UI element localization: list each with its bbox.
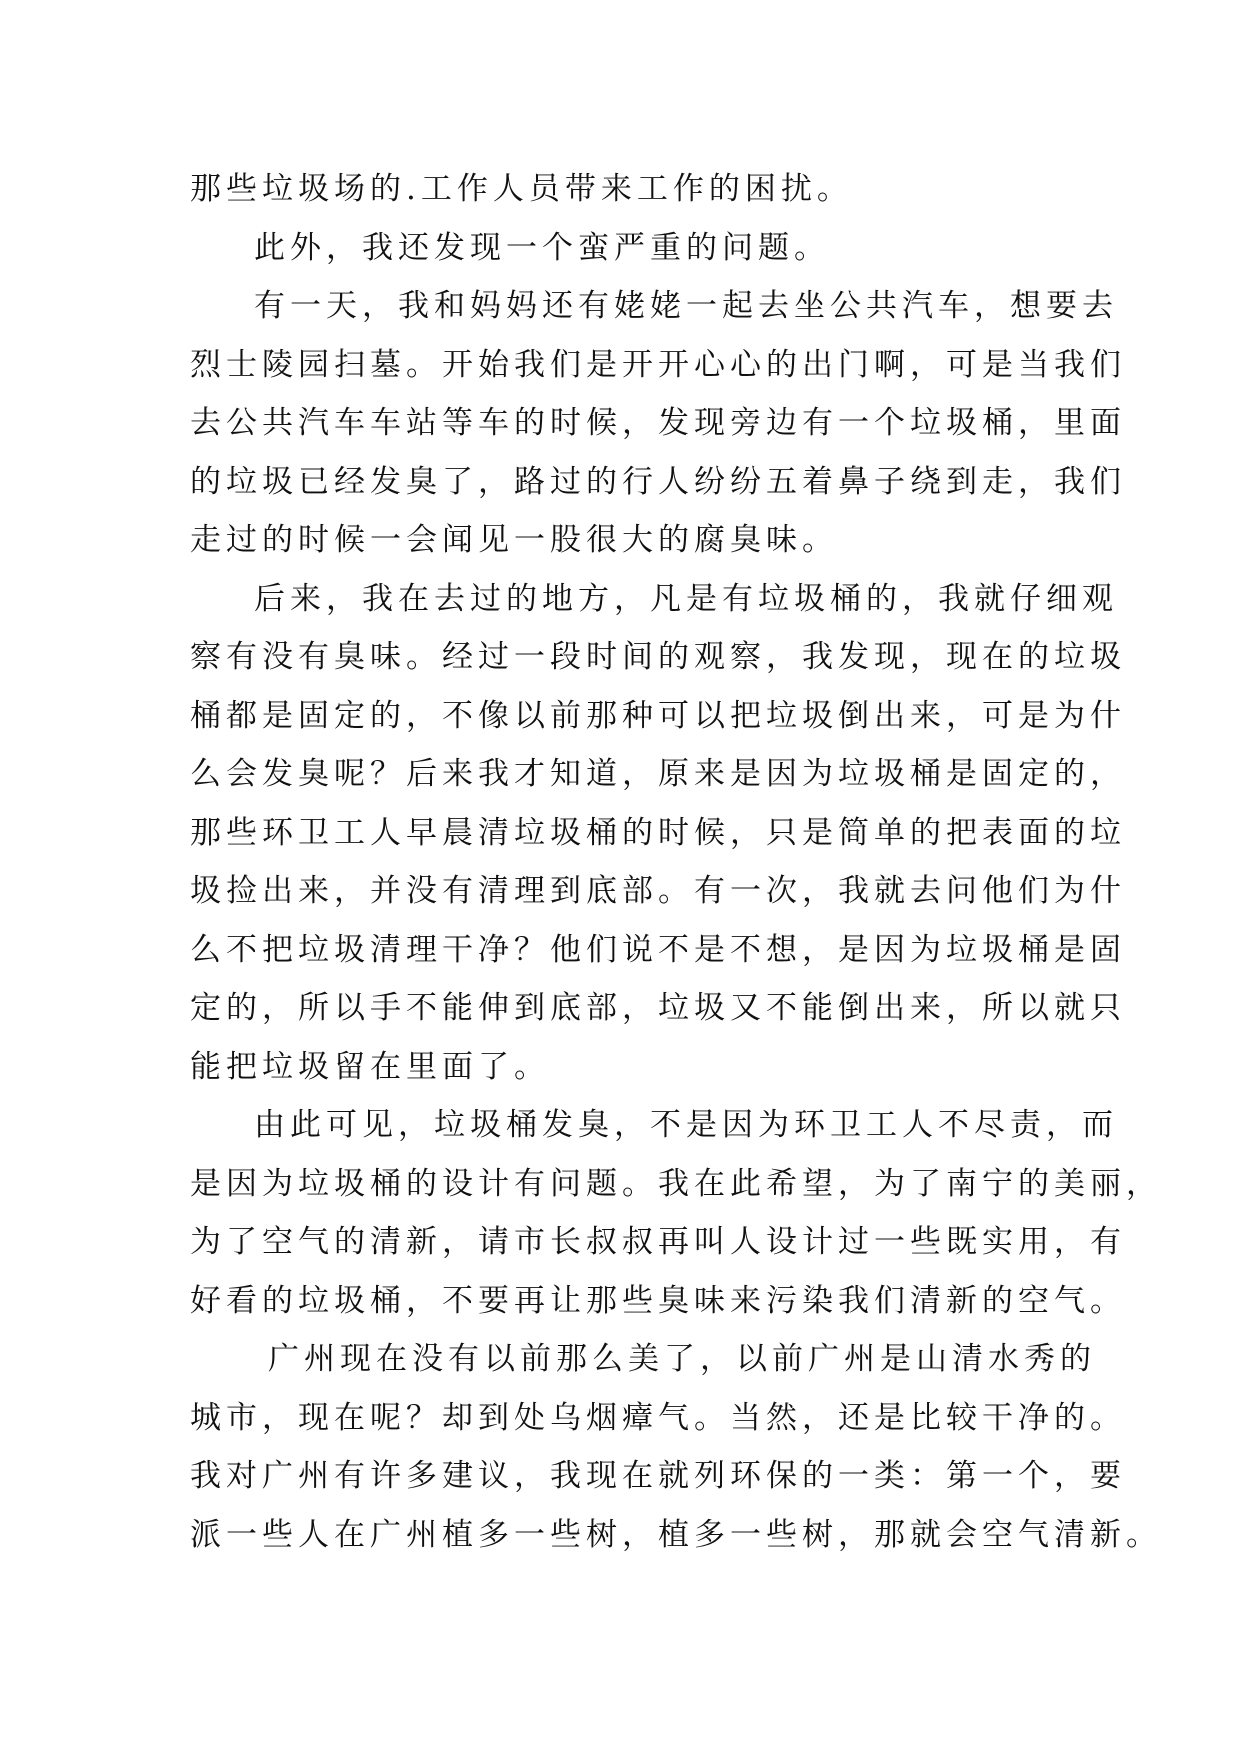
text-line: 圾捡出来，并没有清理到底部。有一次，我就去问他们为什 — [190, 873, 1126, 909]
text-line: 城市，现在呢？却到处乌烟瘴气。当然，还是比较干净的。 — [190, 1399, 1126, 1436]
text-line: 桶都是固定的，不像以前那种可以把垃圾倒出来，可是为什 — [190, 697, 1126, 734]
document-body — [190, 160, 1162, 1564]
text-line: 定的，所以手不能伸到底部，垃圾又不能倒出来，所以就只 — [190, 990, 1126, 1026]
text-line: 广州现在没有以前那么美了，以前广州是山清水秀的 — [268, 1341, 1096, 1377]
text-line: 察有没有臭味。经过一段时间的观察，我发现，现在的垃圾 — [190, 639, 1126, 675]
text-line: 走过的时候一会闻见一股很大的腐臭味。 — [190, 522, 838, 558]
text-line: 是因为垃圾桶的设计有问题。我在此希望，为了南宁的美丽， — [190, 1165, 1162, 1202]
text-line: 去公共汽车车站等车的时候，发现旁边有一个垃圾桶，里面 — [190, 405, 1126, 441]
text-line: 的垃圾已经发臭了，路过的行人纷纷五着鼻子绕到走，我们 — [190, 463, 1126, 500]
text-line: 能把垃圾留在里面了。 — [190, 1048, 550, 1085]
text-line: 么不把垃圾清理干净？他们说不是不想，是因为垃圾桶是固 — [190, 931, 1126, 968]
text-line: 此外，我还发现一个蛮严重的问题。 — [254, 229, 830, 266]
text-line: 烈士陵园扫墓。开始我们是开开心心的出门啊，可是当我们 — [190, 346, 1126, 383]
text-line: 后来，我在去过的地方，凡是有垃圾桶的，我就仔细观 — [254, 580, 1118, 617]
text-line: 好看的垃圾桶，不要再让那些臭味来污染我们清新的空气。 — [190, 1282, 1126, 1319]
text-line: 为了空气的清新，请市长叔叔再叫人设计过一些既实用，有 — [190, 1224, 1126, 1260]
text-line: 么会发臭呢？后来我才知道，原来是因为垃圾桶是固定的， — [190, 756, 1126, 792]
text-line: 有一天，我和妈妈还有姥姥一起去坐公共汽车，想要去 — [254, 288, 1118, 324]
text-line: 那些环卫工人早晨清垃圾桶的时候，只是简单的把表面的垃 — [190, 814, 1126, 851]
text-line: 派一些人在广州植多一些树，植多一些树，那就会空气清新。 — [190, 1516, 1162, 1553]
text-line: 我对广州有许多建议，我现在就列环保的一类：第一个，要 — [190, 1458, 1126, 1494]
text-line: 由此可见，垃圾桶发臭，不是因为环卫工人不尽责，而 — [254, 1107, 1118, 1143]
text-line: 那些垃圾场的.工作人员带来工作的困扰。 — [190, 171, 853, 207]
